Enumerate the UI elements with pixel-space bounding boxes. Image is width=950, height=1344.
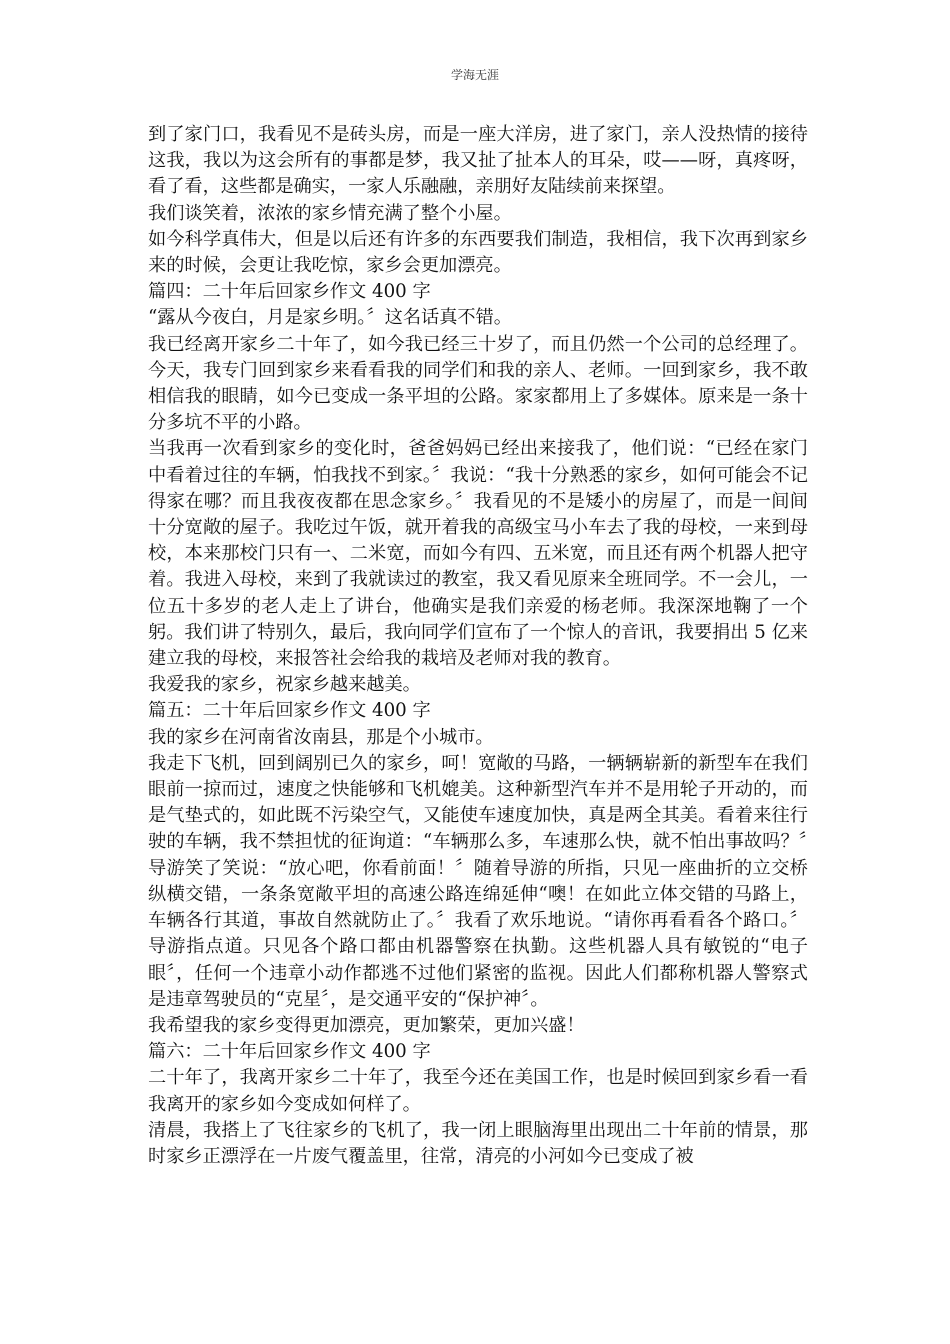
section-heading: 篇五：二十年后回家乡作文 400 字 <box>148 700 431 722</box>
paragraph: 我爱我的家乡，祝家乡越来越美。 <box>148 674 421 696</box>
paragraph: 我走下飞机，回到阔别已久的家乡，呵！宽敞的马路，一辆辆崭新的新型车在我们眼前一掠而过，速度之快能够和飞机媲美。这种新型汽车并不是用轮子开动的，而是气垫式的，如此既不污染空气，又能使车速度加快，真是两全其美。看着来往行驶的车辆，我不禁担忧的征询道：“车辆那么多，车速那么快，就不怕出事故吗？〞导游笑了笑说：“放心吧，你看前面！〞随着导游的所指，只见一座曲折的立交桥纵横交错，一条条宽敞平坦的高速公路连绵延伸“噢！在如此立体交错的马路上，车辆各行其道，事故自然就防止了。〞我看了欢乐地说。“请你再看看各个路口。〞导游指点道。只见各个路口都由机器警察在执勤。这些机器人具有敏锐的“电子眼〞，任何一个违章小动作都逃不过他们紧密的监视。因此人们都称机器人警察式是违章驾驶员的“克星〞，是交通平安的“保护神〞。 <box>148 752 808 1010</box>
paragraph: 二十年了，我离开家乡二十年了，我至今还在美国工作，也是时候回到家乡看一看我离开的家乡如今变成如何样了。 <box>148 1067 808 1115</box>
paragraph: 当我再一次看到家乡的变化时，爸爸妈妈已经出来接我了，他们说：“已经在家门中看着过往的车辆，怕我找不到家。〞我说：“我十分熟悉的家乡，如何可能会不记得家在哪？而且我夜夜都在思念家乡。〞我看见的不是矮小的房屋了，而是一间间十分宽敞的屋子。我吃过午饭，就开着我的高级宝马小车去了我的母校，一来到母校，本来那校门只有一、二米宽，而如今有四、五米宽，而且还有两个机器人把守着。我进入母校，来到了我就读过的教室，我又看见原来全班同学。不一会儿，一位五十多岁的老人走上了讲台，他确实是我们亲爱的杨老师。我深深地鞠了一个躬。我们讲了特别久，最后，我向同学们宣布了一个惊人的音讯，我要捐出 5 亿来建立我的母校，来报答社会给我的栽培及老师对我的教育。 <box>148 438 808 670</box>
section-heading: 篇四：二十年后回家乡作文 400 字 <box>148 281 431 303</box>
paragraph: 到了家门口，我看见不是砖头房，而是一座大洋房，进了家门，亲人没热情的接待这我，我以为这会所有的事都是梦，我又扯了扯本人的耳朵，哎——呀，真疼呀，看了看，这些都是确实，一家人乐融融，亲朋好友陆续前来探望。 <box>148 124 808 198</box>
paragraph: 清晨，我搭上了飞往家乡的飞机了，我一闭上眼脑海里出现出二十年前的情景，那时家乡正漂浮在一片废气覆盖里，往常，清亮的小河如今已变成了被 <box>148 1119 808 1167</box>
paragraph: 我已经离开家乡二十年了，如今我已经三十岁了，而且仍然一个公司的总经理了。今天，我专门回到家乡来看看我的同学们和我的亲人、老师。一回到家乡，我不敢相信我的眼睛，如今已变成一条平坦的公路。家家都用上了多媒体。原来是一条十分多坑不平的小路。 <box>148 333 808 434</box>
paragraph: “露从今夜白，月是家乡明。〞这名话真不错。 <box>148 307 512 329</box>
document-body <box>148 122 808 1170</box>
paragraph: 我希望我的家乡变得更加漂亮，更加繁荣，更加兴盛！ <box>148 1014 585 1036</box>
paragraph: 如今科学真伟大，但是以后还有许多的东西要我们制造，我相信，我下次再到家乡来的时候，会更让我吃惊，家乡会更加漂亮。 <box>148 228 808 277</box>
paragraph: 我的家乡在河南省汝南县，那是个小城市。 <box>148 726 494 748</box>
page-header: 学海无涯 <box>450 68 499 82</box>
section-heading: 篇六：二十年后回家乡作文 400 字 <box>148 1041 431 1063</box>
paragraph: 我们谈笑着，浓浓的家乡情充满了整个小屋。 <box>148 202 512 224</box>
